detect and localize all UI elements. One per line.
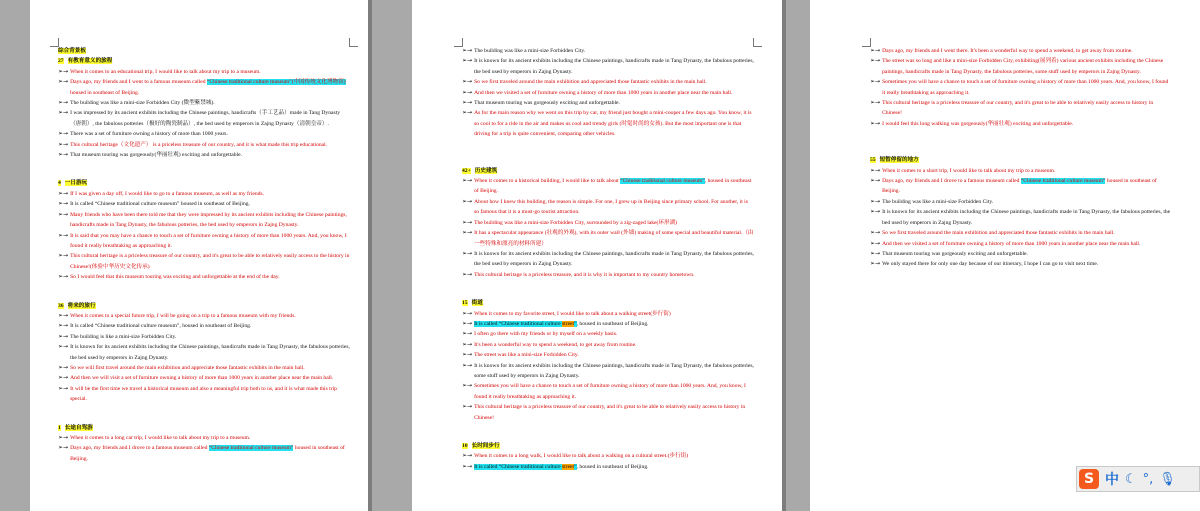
bullet-arrow-icon: ➢→ [58,434,69,441]
text-run: This cultural heritage（文化遗产） is a priceless treasure of our country, and it is what made this trip educational. [70,141,328,148]
highlighted-text: ” [574,320,577,327]
text-run: I often go there with my friends or by myself on a weekly basis. [474,331,618,338]
paragraph-text [70,231,350,252]
bullet-paragraph [462,98,754,108]
bullet-paragraph [462,197,754,218]
text-run: The building was like a mini-size Forbidden City (微型紫禁城). [70,100,215,107]
section-heading [462,298,754,308]
bullet-paragraph [870,239,1172,249]
bullet-paragraph [462,77,754,87]
paragraph-text [882,46,1172,56]
text-run: Days ago, my friends and I drove to a famous museum called [882,178,1021,185]
bullet-arrow-icon: ➢→ [462,218,473,226]
bullet-paragraph [58,129,350,139]
text-run: That museum touring was gorgeously(华丽壮观) exciting and unforgettable. [70,152,242,159]
section-heading [462,166,754,176]
text-run: When it comes to a historical building, I would like to talk about [474,178,621,185]
bullet-arrow-icon: ➢→ [462,197,473,205]
text-run: housed in southeast of Beijing. [70,89,140,96]
paragraph-text [70,321,350,331]
page-content[interactable] [58,46,350,464]
bullet-paragraph [462,46,754,56]
paragraph-text [474,176,754,197]
bullet-paragraph [58,311,350,321]
text-run: , housed in southeast of Beijing. [576,463,649,470]
page-content[interactable] [462,46,754,472]
section-title: 短暂停留的地方 [879,157,919,164]
bullet-paragraph [58,98,350,108]
paragraph-text [474,98,754,108]
text-run: The street was like a mini-size Forbidden City. [474,352,579,359]
bullet-paragraph [462,218,754,228]
bullet-paragraph [58,77,350,98]
paragraph-text [474,309,754,319]
bullet-paragraph [462,108,754,139]
bullet-arrow-icon: ➢→ [462,88,473,96]
bullet-arrow-icon: ➢→ [462,382,473,390]
paragraph-text [70,98,350,108]
paragraph-text [882,119,1172,129]
paragraph-text [882,176,1172,197]
bullet-paragraph [462,319,754,329]
paragraph-text [474,462,754,472]
text-run: This cultural heritage is a priceless treasure of our country, and it's great to be able to relatively easily access to history in Chinese! [882,100,1154,117]
highlighted-text: “Chinese traditional culture museum”(中国传统文化博物馆) [206,79,346,86]
bullet-arrow-icon: ➢→ [462,249,473,257]
bullet-paragraph [462,56,754,77]
text-run: If I was given a day off, I would like to go to a famous museum, as well as my friends. [70,190,264,197]
highlighted-text: “Chinese traditional culture museum” [620,178,705,185]
paragraph-text [70,373,350,383]
paragraph-text [70,129,350,139]
text-run: And then we visited a set of furniture owning a history of more than 1000 years in another place near the main hall. [882,240,1141,247]
bullet-paragraph [58,231,350,252]
ime-language-toggle[interactable]: 中 [1105,472,1119,488]
paragraph-text [70,67,350,77]
bullet-arrow-icon: ➢→ [462,78,473,86]
section-title: 历史建筑 [474,167,498,174]
bullet-paragraph [462,270,754,280]
ime-toolbar[interactable] [1076,466,1200,492]
section-title: 街道 [471,300,483,307]
bullet-arrow-icon: ➢→ [58,384,69,392]
bullet-paragraph [462,340,754,350]
paragraph-text [70,140,350,150]
paragraph-spacer [462,423,754,431]
paragraph-text [474,108,754,139]
paragraph-text [70,332,350,342]
bullet-paragraph [58,150,350,160]
paragraph-text [474,197,754,218]
bullet-arrow-icon: ➢→ [870,197,881,205]
paragraph-text [70,251,350,272]
bullet-arrow-icon: ➢→ [462,319,473,327]
text-run: So we will first travel around the main exhibition and appreciate those fantastic exhibits in the main hall. [70,364,305,371]
bullet-paragraph [870,56,1172,77]
paragraph-text [474,361,754,382]
bullet-arrow-icon: ➢→ [462,452,473,460]
text-run: I was impressed by its ancient exhibits including the Chinese paintings, handicrafts（手工艺品）made in Tang Dynasty（唐朝）, the fabulous potteries（极好的陶瓷制品）, the bed used by emperors in Zajng Dynasty（清朝皇帝）. [70,110,341,127]
paragraph-text [882,228,1172,238]
paragraph-text [882,56,1172,77]
paragraph-spacer [462,148,754,156]
section-number: 15 [462,300,468,307]
moon-icon[interactable]: ☾ [1125,471,1137,487]
paragraph-text [70,77,350,98]
text-run: Sometimes you will have a chance to touch a set of furniture owning a history of more than 1000 years. And, you know, I found it really breathtaking as approaching it. [882,79,1169,96]
text-run: It is called “Chinese traditional culture museum” housed in southeast of Beijing. [70,201,250,208]
bullet-paragraph [870,119,1172,129]
section-heading [462,441,754,451]
bullet-arrow-icon: ➢→ [58,322,69,330]
text-run: I would feel this long walking was gorgeously(华丽壮观) exciting and unforgettable. [882,120,1074,127]
bullet-paragraph [870,228,1172,238]
bullet-arrow-icon: ➢→ [462,403,473,411]
paragraph-text [70,342,350,363]
section-title: 综合背景板 [58,48,86,54]
paragraph-text [474,218,754,228]
text-run: It is known for its ancient exhibits including the Chinese paintings, handicrafts made in Tang Dynasty, the fabulous potteries, some stuff used by emperors in Zajng Dynasty. [474,362,754,379]
bullet-arrow-icon: ➢→ [58,189,69,197]
highlighted-text: “Chinese traditional culture museum” [1020,178,1106,185]
bullet-paragraph [58,384,350,405]
text-run: That museum touring was gorgeously exciting and unforgettable. [882,250,1028,257]
text-run: When it comes to a long walk, I would like to talk about a walking on a cultural street.(步行街) [474,453,689,460]
text-run: It is known for its ancient exhibits including the Chinese paintings, handicrafts made in Tang Dynasty, the fabulous potteries, the bed used by emperors in Zajng Dynasty. [882,209,1171,226]
paragraph-text [474,249,754,270]
highlighted-text: ” [574,463,577,470]
bullet-paragraph [870,176,1172,197]
bullet-paragraph [58,342,350,363]
section-heading [58,301,350,311]
bullet-arrow-icon: ➢→ [870,208,881,216]
paragraph-text [474,88,754,98]
paragraph-text [474,402,754,423]
text-run: Sometimes you will have a chance to touch a set of furniture owning a history of more than 1000 years. And, you know, I found it really breathtaking as approaching it. [474,383,746,400]
bullet-arrow-icon: ➢→ [58,231,69,239]
section-number: 36 [58,302,64,309]
paragraph-text [882,197,1172,207]
text-run: It is known for its ancient exhibits including the Chinese paintings, handicrafts made in Tang Dynasty, the fabulous potteries, the bed used by emperors in Zajng Dynasty. [474,58,754,75]
text-run: So we first traveled around the main exhibition and appreciated those fantastic exhibits in the main hall. [882,230,1115,237]
text-run: It is said that you may have a chance to touch a set of furniture owning a history of more than 1000 years. And, you know, I found it really breathtaking as approaching it. [70,232,347,249]
paragraph-text [474,381,754,402]
bullet-paragraph [870,46,1172,56]
bullet-paragraph [58,373,350,383]
section-number: 1 [58,424,61,431]
bullet-arrow-icon: ➢→ [58,374,69,382]
section-title: 长途自驾游 [64,424,93,431]
text-run: It's been a wonderful way to spend a weekend, to get away from routine. [474,341,637,348]
text-run: And then we visited a set of furniture owning a history of more than 1000 years in another place near the main hall. [474,89,733,96]
text-run: It will be the first time we travel a historical museum and also a meaningful trip both to us, and it is what made this trip special. [70,385,337,403]
page-content[interactable] [870,46,1172,270]
page-shadow [368,0,372,511]
paragraph-text [882,239,1172,249]
bullet-paragraph [462,249,754,270]
text-run: , housed in southeast of Beijing. [576,320,649,327]
text-run: It has a spectacular appearance (壮观的外观), with its outer wall (外墙) making of some special and beautiful material.（由一些特殊和漂亮的材料所建） [474,230,754,247]
bullet-paragraph [462,228,754,249]
paragraph-text [70,384,350,405]
text-run: That museum touring was gorgeously exciting and unforgettable. [474,100,620,107]
highlighted-text: It is called “Chinese traditional culture [474,320,562,327]
text-run: The building was like a mini-size Forbidden City, surrounded by a zig-zaged lake(环形湖) [474,219,678,226]
paragraph-text [70,272,350,282]
paragraph-text [882,77,1172,98]
bullet-arrow-icon: ➢→ [58,109,69,117]
document-page-2 [412,0,782,511]
bullet-paragraph [462,176,754,197]
bullet-arrow-icon: ➢→ [58,130,69,138]
sogou-ime-icon[interactable]: S [1079,469,1099,489]
microphone-icon[interactable]: 🎙 [1159,471,1176,487]
text-run: We only stayed there for only one day because of our itinerary, I hope I can go to visit next time. [882,261,1099,268]
paragraph-text [474,350,754,360]
bullet-arrow-icon: ➢→ [58,200,69,208]
bullet-paragraph [58,433,350,443]
bullet-paragraph [870,207,1172,228]
paragraph-spacer [58,405,350,413]
page-corner-mark [753,38,762,47]
bullet-arrow-icon: ➢→ [58,99,69,107]
paragraph-text [882,166,1172,176]
bullet-arrow-icon: ➢→ [58,273,69,281]
text-run: , housed in southeast of Beijing. [474,178,752,195]
bullet-paragraph [462,361,754,382]
bullet-paragraph [462,309,754,319]
bullet-paragraph [462,381,754,402]
bullet-arrow-icon: ➢→ [462,330,473,338]
paragraph-text [474,451,754,461]
text-run: About how I knew this building, the reason is simple. For one, I grew up in Beijing since primary school. For another, it is so famous that it is a must-go tourist attraction. [474,198,748,216]
bullet-paragraph [58,199,350,209]
bullet-arrow-icon: ➢→ [58,67,69,75]
bullet-paragraph [462,462,754,472]
bullet-arrow-icon: ➢→ [462,270,473,278]
paragraph-text [70,199,350,209]
text-run: Days ago, my friends and I went to a famous museum called [70,79,207,86]
paragraph-text [70,150,350,160]
bullet-arrow-icon: ➢→ [462,109,473,117]
punctuation-icon[interactable]: °, [1142,471,1154,487]
bullet-arrow-icon: ➢→ [58,444,69,452]
section-heading [58,423,350,433]
paragraph-text [882,98,1172,119]
bullet-paragraph [58,363,350,373]
section-title: 将来的旅行 [67,302,96,309]
bullet-arrow-icon: ➢→ [58,252,69,260]
paragraph-spacer [462,280,754,288]
section-title: 有教育意义的旅程 [67,58,113,65]
bullet-paragraph [58,332,350,342]
bullet-arrow-icon: ➢→ [58,210,69,218]
text-run: The street was so long and like a mini-size Forbidden City, exhibiting(展列着) various ancient exhibits including the Chinese paintings, handicrafts made in Tang Dynasty, the fabulous potteries, some stuff used by emperors in Zajng Dynasty. [882,58,1164,75]
document-page-1 [30,0,368,511]
bullet-paragraph [58,140,350,150]
bullet-arrow-icon: ➢→ [58,363,69,371]
text-run: The building was like a mini-size Forbidden City. [474,48,586,54]
section-number: 10 [462,443,468,449]
bullet-arrow-icon: ➢→ [462,47,473,54]
bullet-paragraph [58,108,350,129]
bullet-arrow-icon: ➢→ [870,239,881,247]
document-page-3 [810,0,1200,511]
text-run: As for the main reason why we went on this trip by car, my friend just bought a mini-cooper a few days ago. You know, it is so cool to for a ride in the air and makes us cool and trendy girls (时髦时尚的女孩). But the most important one is that driving for a trip is quite convenient, comparing other vehicles. [474,110,752,138]
paragraph-text [474,228,754,249]
bullet-paragraph [462,329,754,339]
bullet-arrow-icon: ➢→ [870,99,881,107]
bullet-arrow-icon: ➢→ [58,151,69,159]
page-corner-mark [349,38,358,47]
bullet-arrow-icon: ➢→ [462,309,473,317]
text-run: It is known for its ancient exhibits including the Chinese paintings, handicrafts made in Tang Dynasty, the fabulous potteries, the bed used by emperors in Zajng Dynasty. [70,344,350,361]
paragraph-text [882,207,1172,228]
text-run: Days ago, my friends and I went there. It's been a wonderful way to spend a weekend, to get away from routine. [882,48,1133,54]
text-run: housed in southeast of Beijing. [882,178,1157,195]
text-run: There was a set of furniture owning a history of more than 1000 years. [70,131,228,138]
bullet-arrow-icon: ➢→ [870,119,881,127]
paragraph-text [474,56,754,77]
text-run: Days ago, my friends and I drove to a famous museum called [70,445,209,452]
bullet-paragraph [870,197,1172,207]
text-run: The building was like a mini-size Forbidden City. [882,198,994,205]
bullet-arrow-icon: ➢→ [58,78,69,86]
text-run: When it comes to an educational trip, I would like to talk about my trip to a museum. [70,68,261,75]
bullet-arrow-icon: ➢→ [462,57,473,65]
section-number: 4 [58,180,61,187]
bullet-arrow-icon: ➢→ [462,361,473,369]
text-run: This cultural heritage is a priceless treasure of our country, and it's great to be able to relatively easily access to history in Chinese! [474,404,746,421]
paragraph-spacer [462,140,754,148]
highlighted-text: street [561,320,575,327]
bullet-paragraph [870,259,1172,269]
paragraph-text [70,189,350,199]
text-run: This cultural heritage is a priceless treasure of our country, and it's great to be able to relatively easily access to the history in Chinese!(体验中华历史文化传承) [70,253,350,270]
paragraph-text [474,46,754,56]
bullet-arrow-icon: ➢→ [870,229,881,237]
bullet-paragraph [58,272,350,282]
paragraph-text [70,443,350,464]
bullet-paragraph [870,249,1172,259]
bullet-paragraph [58,443,350,464]
paragraph-spacer [58,283,350,291]
section-title: 长时间步行 [471,443,500,449]
section-title: 一日游玩 [64,180,88,187]
bullet-paragraph [462,402,754,423]
paragraph-text [474,77,754,87]
highlighted-text: “Chinese traditional culture museum” [208,445,294,452]
bullet-paragraph [870,98,1172,119]
bullet-paragraph [58,189,350,199]
bullet-arrow-icon: ➢→ [58,343,69,351]
bullet-arrow-icon: ➢→ [870,166,881,174]
text-run: When it comes to a long car trip, I would like to talk about my trip to a museum. [70,435,251,441]
text-run: When it comes to a special future trip, I will be going on a trip to a famous museum with my friends. [70,312,296,319]
highlighted-text: It is called “Chinese traditional culture [474,463,562,470]
bullet-paragraph [58,251,350,272]
text-run: So I would feel that this museum touring was exciting and unforgettable at the end of the day. [70,274,280,281]
paragraph-spacer [870,129,1172,137]
bullet-arrow-icon: ➢→ [462,351,473,359]
paragraph-text [474,270,754,280]
section-heading [58,56,350,66]
bullet-arrow-icon: ➢→ [58,311,69,319]
bullet-paragraph [462,451,754,461]
bullet-arrow-icon: ➢→ [462,99,473,107]
bullet-paragraph [870,166,1172,176]
paragraph-text [70,433,350,443]
text-run: The building is like a mini-size Forbidden City. [70,333,177,340]
paragraph-spacer [870,137,1172,145]
bullet-arrow-icon: ➢→ [870,177,881,185]
section-heading [58,178,350,188]
text-run: When it comes to a short trip, I would like to talk about my trip to a museum. [882,167,1056,174]
section-heading [870,155,1172,165]
text-run: When it comes to my favorite street, I would like to talk about a walking street(步行街) [474,310,671,317]
paragraph-text [474,329,754,339]
text-run: housed in southeast of Beijing. [70,445,345,462]
bullet-paragraph [462,88,754,98]
bullet-arrow-icon: ➢→ [870,57,881,65]
paragraph-spacer [58,160,350,168]
text-run: Many friends who have been there told me that they were impressed by its ancient exhibits including the Chinese paintings, handicrafts made in Tang Dynasty, the fabulous potteries, the bed used by emperors in Zajng Dynasty. [70,211,347,229]
section-number: 42+ [462,167,471,174]
page-shadow [782,0,786,511]
text-run: So we first traveled around the main exhibition and appreciated those fantastic exhibits in the main hall. [474,79,707,86]
bullet-arrow-icon: ➢→ [58,332,69,340]
section-number: 27 [58,58,64,65]
paragraph-text [474,340,754,350]
bullet-arrow-icon: ➢→ [870,47,881,54]
paragraph-text [70,311,350,321]
section-heading [58,46,350,56]
paragraph-text [474,319,754,329]
bullet-arrow-icon: ➢→ [462,177,473,185]
highlighted-text: street [561,463,575,470]
bullet-arrow-icon: ➢→ [58,140,69,148]
paragraph-text [882,259,1172,269]
bullet-arrow-icon: ➢→ [870,78,881,86]
text-run: And then we will visit a set of furniture owning a history of more than 1000 years in another place near the main hall. [70,375,334,382]
paragraph-text [70,108,350,129]
bullet-paragraph [58,321,350,331]
section-number: 55 [870,157,876,164]
bullet-paragraph [870,77,1172,98]
bullet-paragraph [58,210,350,231]
paragraph-text [70,210,350,231]
bullet-paragraph [462,350,754,360]
paragraph-text [70,363,350,373]
bullet-arrow-icon: ➢→ [462,229,473,237]
bullet-arrow-icon: ➢→ [462,462,473,470]
bullet-paragraph [58,67,350,77]
text-run: It is known for its ancient exhibits including the Chinese paintings, handicrafts made in Tang Dynasty, the fabulous potteries, the bed used by emperors in Zajng Dynasty. [474,250,754,268]
bullet-arrow-icon: ➢→ [462,340,473,348]
bullet-arrow-icon: ➢→ [870,260,881,268]
text-run: This cultural heritage is a priceless treasure, and it is why it is important to my country hometown. [474,271,695,278]
text-run: It is called “Chinese traditional culture museum”, housed in southeast of Beijing. [70,323,252,330]
bullet-arrow-icon: ➢→ [870,249,881,257]
paragraph-text [882,249,1172,259]
